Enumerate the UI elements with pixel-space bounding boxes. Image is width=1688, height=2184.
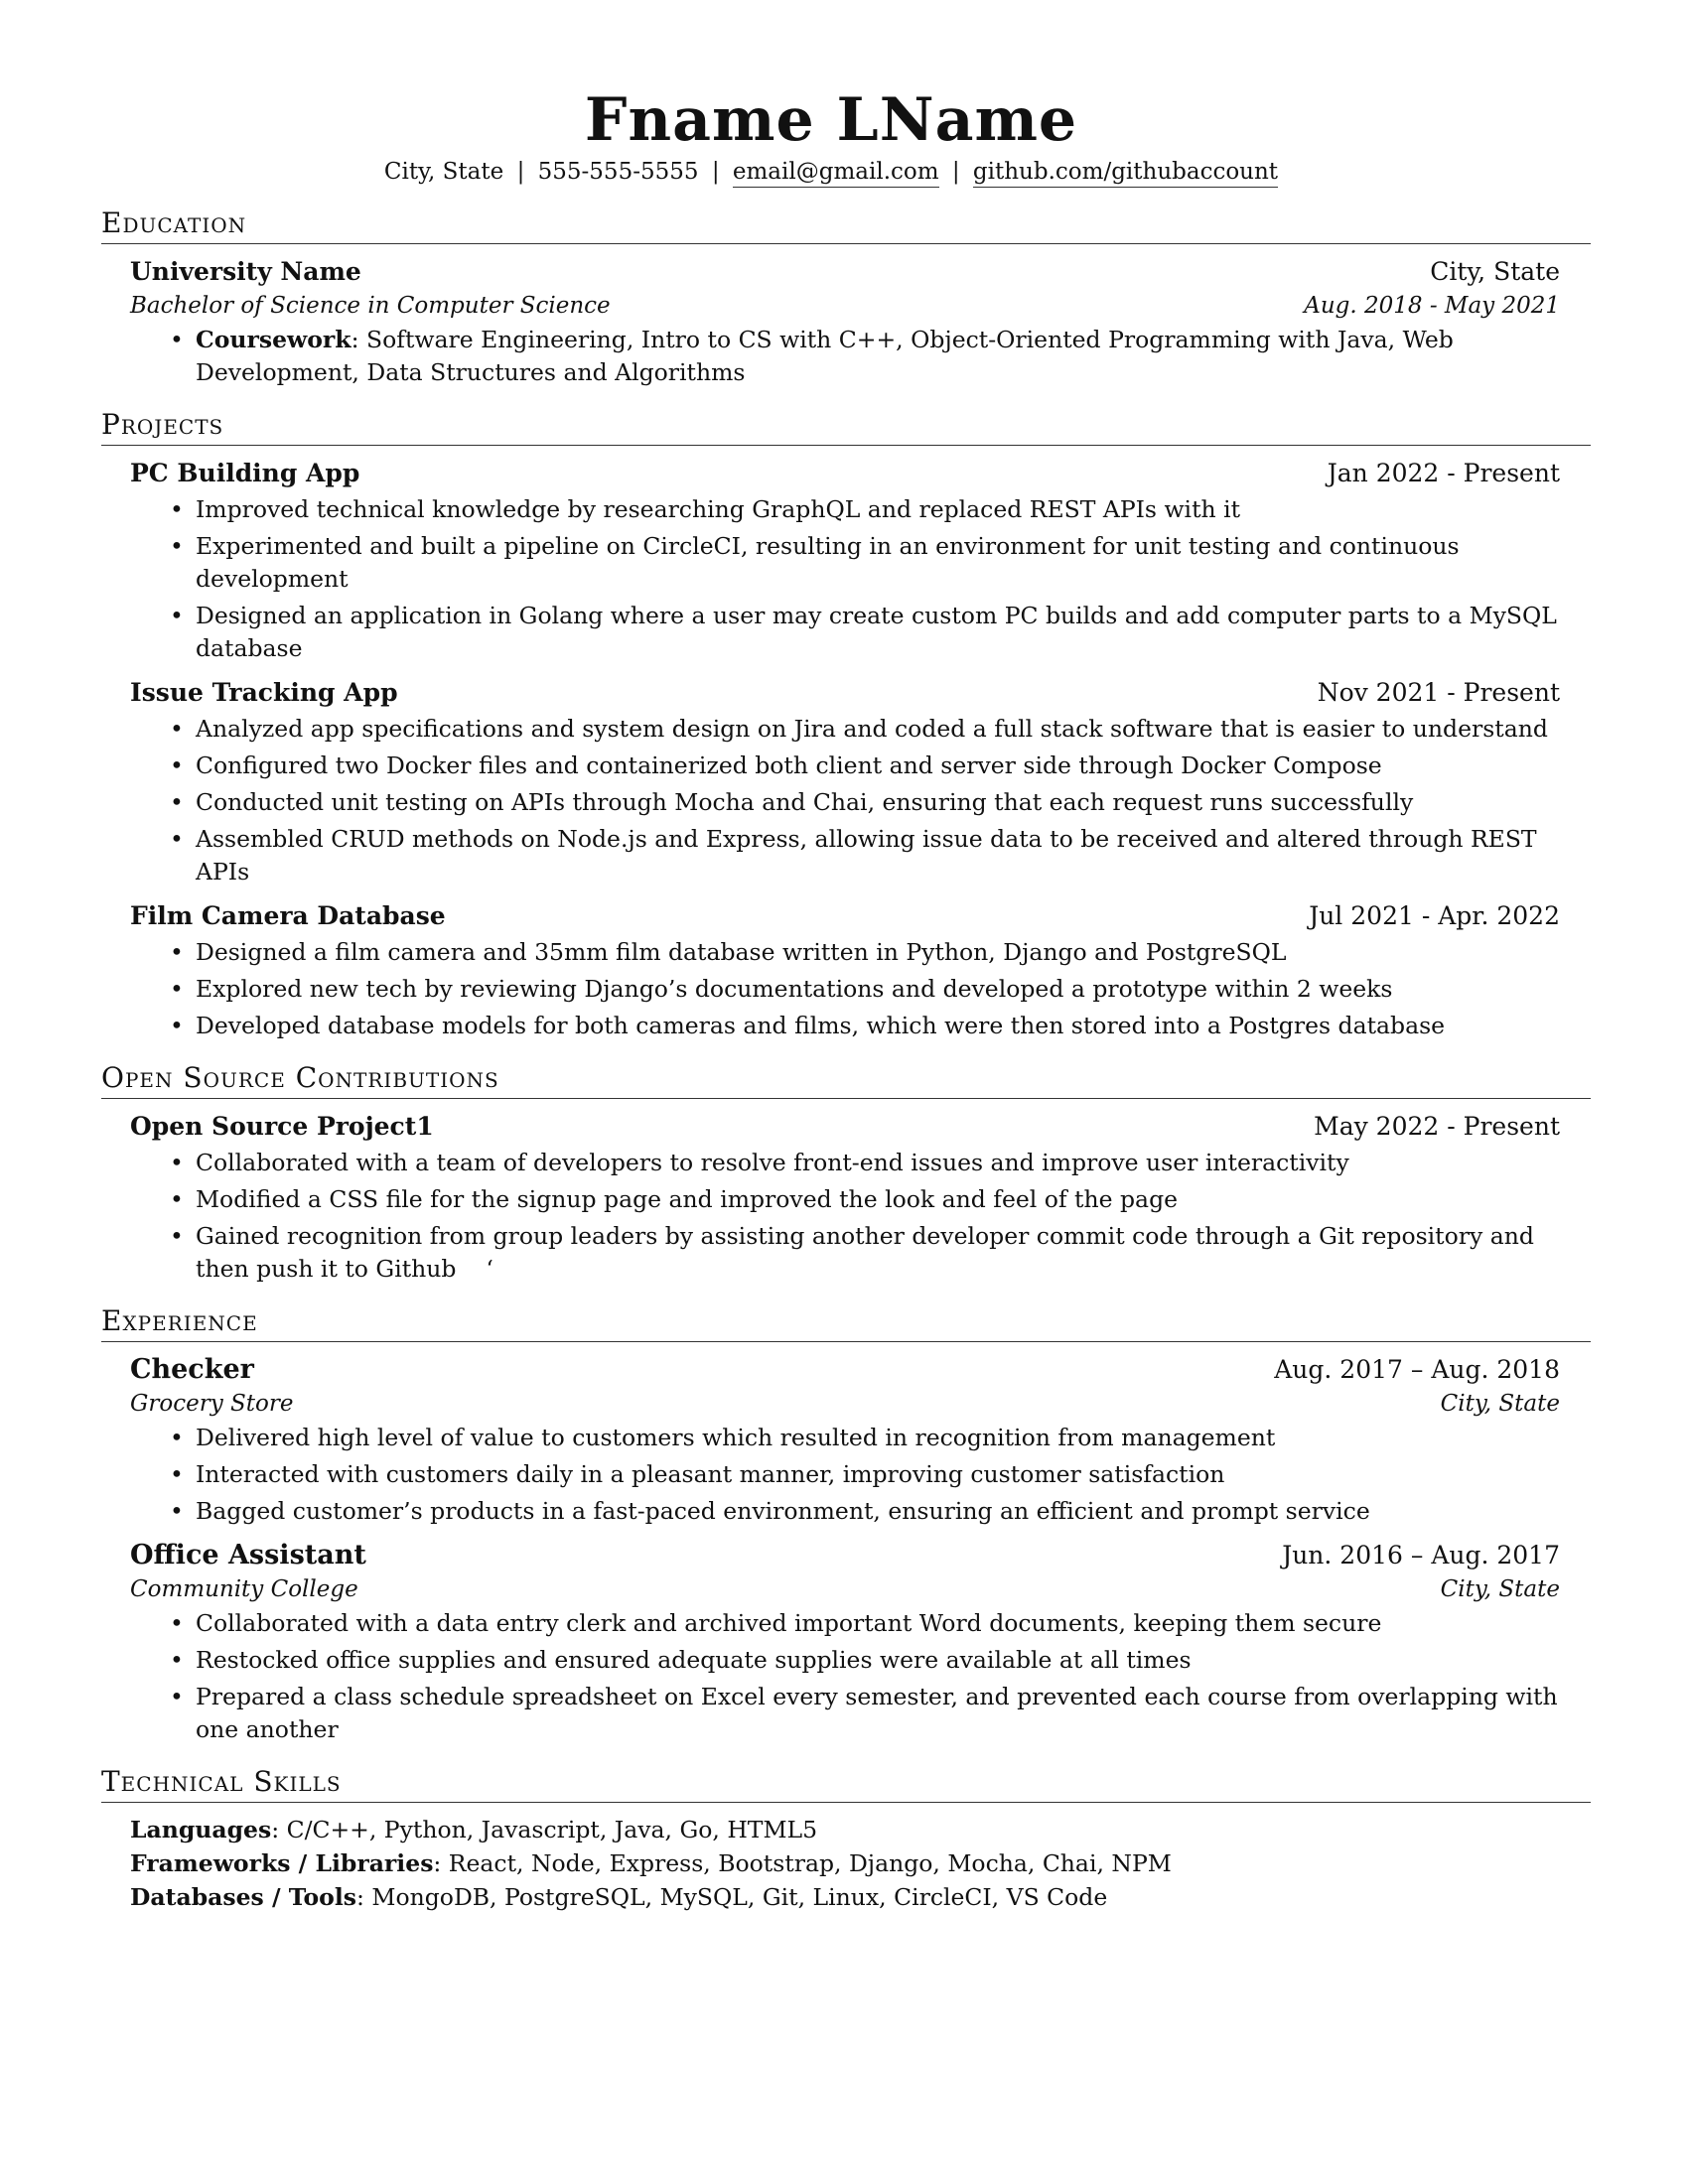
- bullet-item: • Gained recognition from group leaders by assisting another developer commit code through a Git repository and then push it to Github ‘: [196, 1220, 1560, 1286]
- coursework-text: : Software Engineering, Intro to CS with C++, Object-Oriented Programming with Java, Web Development, Data Structures and Algorithms: [196, 326, 1454, 386]
- open-source-bullets: [130, 1147, 1560, 1286]
- project-bullets: [130, 936, 1560, 1042]
- bullet-item: • Modified a CSS file for the signup page and improved the look and feel of the page: [196, 1183, 1560, 1216]
- education-dates: Aug. 2018 - May 2021: [1304, 293, 1560, 319]
- company-name: Grocery Store: [130, 1391, 294, 1417]
- section-title-education: Education: [101, 205, 1591, 244]
- section-title-projects: Projects: [101, 407, 1591, 446]
- skills-value: : C/C++, Python, Javascript, Java, Go, HTML5: [271, 1816, 818, 1843]
- bullet-item: • Configured two Docker files and containerized both client and server side through Docker Compose: [196, 750, 1560, 782]
- section-title-skills: Technical Skills: [101, 1764, 1591, 1803]
- education-section: [101, 205, 1591, 389]
- school-name: University Name: [130, 257, 361, 286]
- coursework-item: [196, 324, 1560, 389]
- bullet-item: • Delivered high level of value to customers which resulted in recognition from management: [196, 1422, 1560, 1454]
- bullet-item: • Assembled CRUD methods on Node.js and Express, allowing issue data to be received and altered through REST APIs: [196, 823, 1560, 888]
- skills-value: : React, Node, Express, Bootstrap, Django, Mocha, Chai, NPM: [433, 1849, 1172, 1877]
- experience-entry: [130, 1538, 1560, 1746]
- school-location: City, State: [1430, 257, 1560, 286]
- github-link[interactable]: github.com/githubaccount: [973, 159, 1278, 188]
- experience-section: [101, 1303, 1591, 1746]
- separator: |: [711, 159, 720, 185]
- bullet-item: • Analyzed app specifications and system design on Jira and coded a full stack software that is easier to understand: [196, 713, 1560, 746]
- resume-page: [101, 84, 1591, 1914]
- job-role: Checker: [130, 1354, 254, 1385]
- bullet-item: • Collaborated with a data entry clerk and archived important Word documents, keeping them secure: [196, 1607, 1560, 1640]
- section-title-experience: Experience: [101, 1303, 1591, 1342]
- experience-entry: [130, 1352, 1560, 1528]
- job-dates: Jun. 2016 – Aug. 2017: [1282, 1541, 1560, 1570]
- open-source-section: [101, 1060, 1591, 1286]
- project-bullets: [130, 493, 1560, 665]
- bullet-item: • Conducted unit testing on APIs through Mocha and Chai, ensuring that each request runs successfully: [196, 786, 1560, 819]
- bullet-item: • Restocked office supplies and ensured adequate supplies were available at all times: [196, 1644, 1560, 1677]
- project-dates: Jul 2021 - Apr. 2022: [1309, 901, 1560, 930]
- bullet-item: • Experimented and built a pipeline on CircleCI, resulting in an environment for unit testing and continuous development: [196, 530, 1560, 596]
- section-title-open-source: Open Source Contributions: [101, 1060, 1591, 1099]
- bullet-item: • Collaborated with a team of developers to resolve front-end issues and improve user interactivity: [196, 1147, 1560, 1179]
- skills-list: [130, 1813, 1591, 1914]
- job-location: City, State: [1440, 1576, 1560, 1602]
- skills-row: [130, 1880, 1591, 1914]
- open-source-dates: May 2022 - Present: [1314, 1112, 1560, 1141]
- job-location: City, State: [1440, 1391, 1560, 1417]
- open-source-project-name: Open Source Project1: [130, 1112, 434, 1141]
- bullet-item: • Designed a film camera and 35mm film database written in Python, Django and PostgreSQL: [196, 936, 1560, 969]
- project-name: Issue Tracking App: [130, 678, 398, 707]
- skills-row: [130, 1846, 1591, 1880]
- experience-bullets: [130, 1607, 1560, 1746]
- bullet-item: • Prepared a class schedule spreadsheet on Excel every semester, and prevented each course from overlapping with one another: [196, 1681, 1560, 1746]
- education-bullets: [130, 324, 1560, 389]
- bullet-item: • Improved technical knowledge by researching GraphQL and replaced REST APIs with it: [196, 493, 1560, 526]
- bullet-item: • Developed database models for both cameras and films, which were then stored into a Postgres database: [196, 1010, 1560, 1042]
- separator: |: [516, 159, 525, 185]
- email-link[interactable]: email@gmail.com: [733, 159, 939, 188]
- company-name: Community College: [130, 1576, 358, 1602]
- skills-label: Languages: [130, 1816, 272, 1843]
- project-dates: Jan 2022 - Present: [1327, 459, 1560, 487]
- project-bullets: [130, 713, 1560, 888]
- candidate-name: Fname LName: [584, 85, 1078, 155]
- skills-label: Databases / Tools: [130, 1883, 357, 1911]
- skills-row: [130, 1813, 1591, 1846]
- skills-value: : MongoDB, PostgreSQL, MySQL, Git, Linux, CircleCI, VS Code: [356, 1883, 1108, 1911]
- bullet-item: • Designed an application in Golang where a user may create custom PC builds and add computer parts to a MySQL database: [196, 600, 1560, 665]
- open-source-entry: [130, 1109, 1560, 1286]
- experience-bullets: [130, 1422, 1560, 1528]
- project-name: Film Camera Database: [130, 901, 446, 930]
- project-dates: Nov 2021 - Present: [1317, 678, 1560, 707]
- project-name: PC Building App: [130, 459, 360, 487]
- bullet-item: • Bagged customer’s products in a fast-paced environment, ensuring an efficient and prompt service: [196, 1495, 1560, 1528]
- skills-section: [101, 1764, 1591, 1914]
- degree-text: Bachelor of Science in Computer Science: [130, 293, 611, 319]
- project-entry: [130, 456, 1560, 665]
- job-dates: Aug. 2017 – Aug. 2018: [1274, 1355, 1560, 1384]
- location-text: City, State: [383, 159, 504, 185]
- resume-header: [71, 84, 1591, 188]
- project-entry: [130, 898, 1560, 1042]
- contact-line: [71, 156, 1591, 188]
- job-role: Office Assistant: [130, 1540, 366, 1570]
- coursework-label: Coursework: [196, 326, 352, 353]
- education-entry: [130, 254, 1560, 389]
- phone-text: 555-555-5555: [537, 159, 699, 185]
- project-entry: [130, 675, 1560, 888]
- bullet-item: • Interacted with customers daily in a pleasant manner, improving customer satisfaction: [196, 1458, 1560, 1491]
- bullet-item: • Explored new tech by reviewing Django’s documentations and developed a prototype within 2 weeks: [196, 973, 1560, 1006]
- skills-label: Frameworks / Libraries: [130, 1849, 434, 1877]
- separator: |: [951, 159, 960, 185]
- projects-section: [101, 407, 1591, 1042]
